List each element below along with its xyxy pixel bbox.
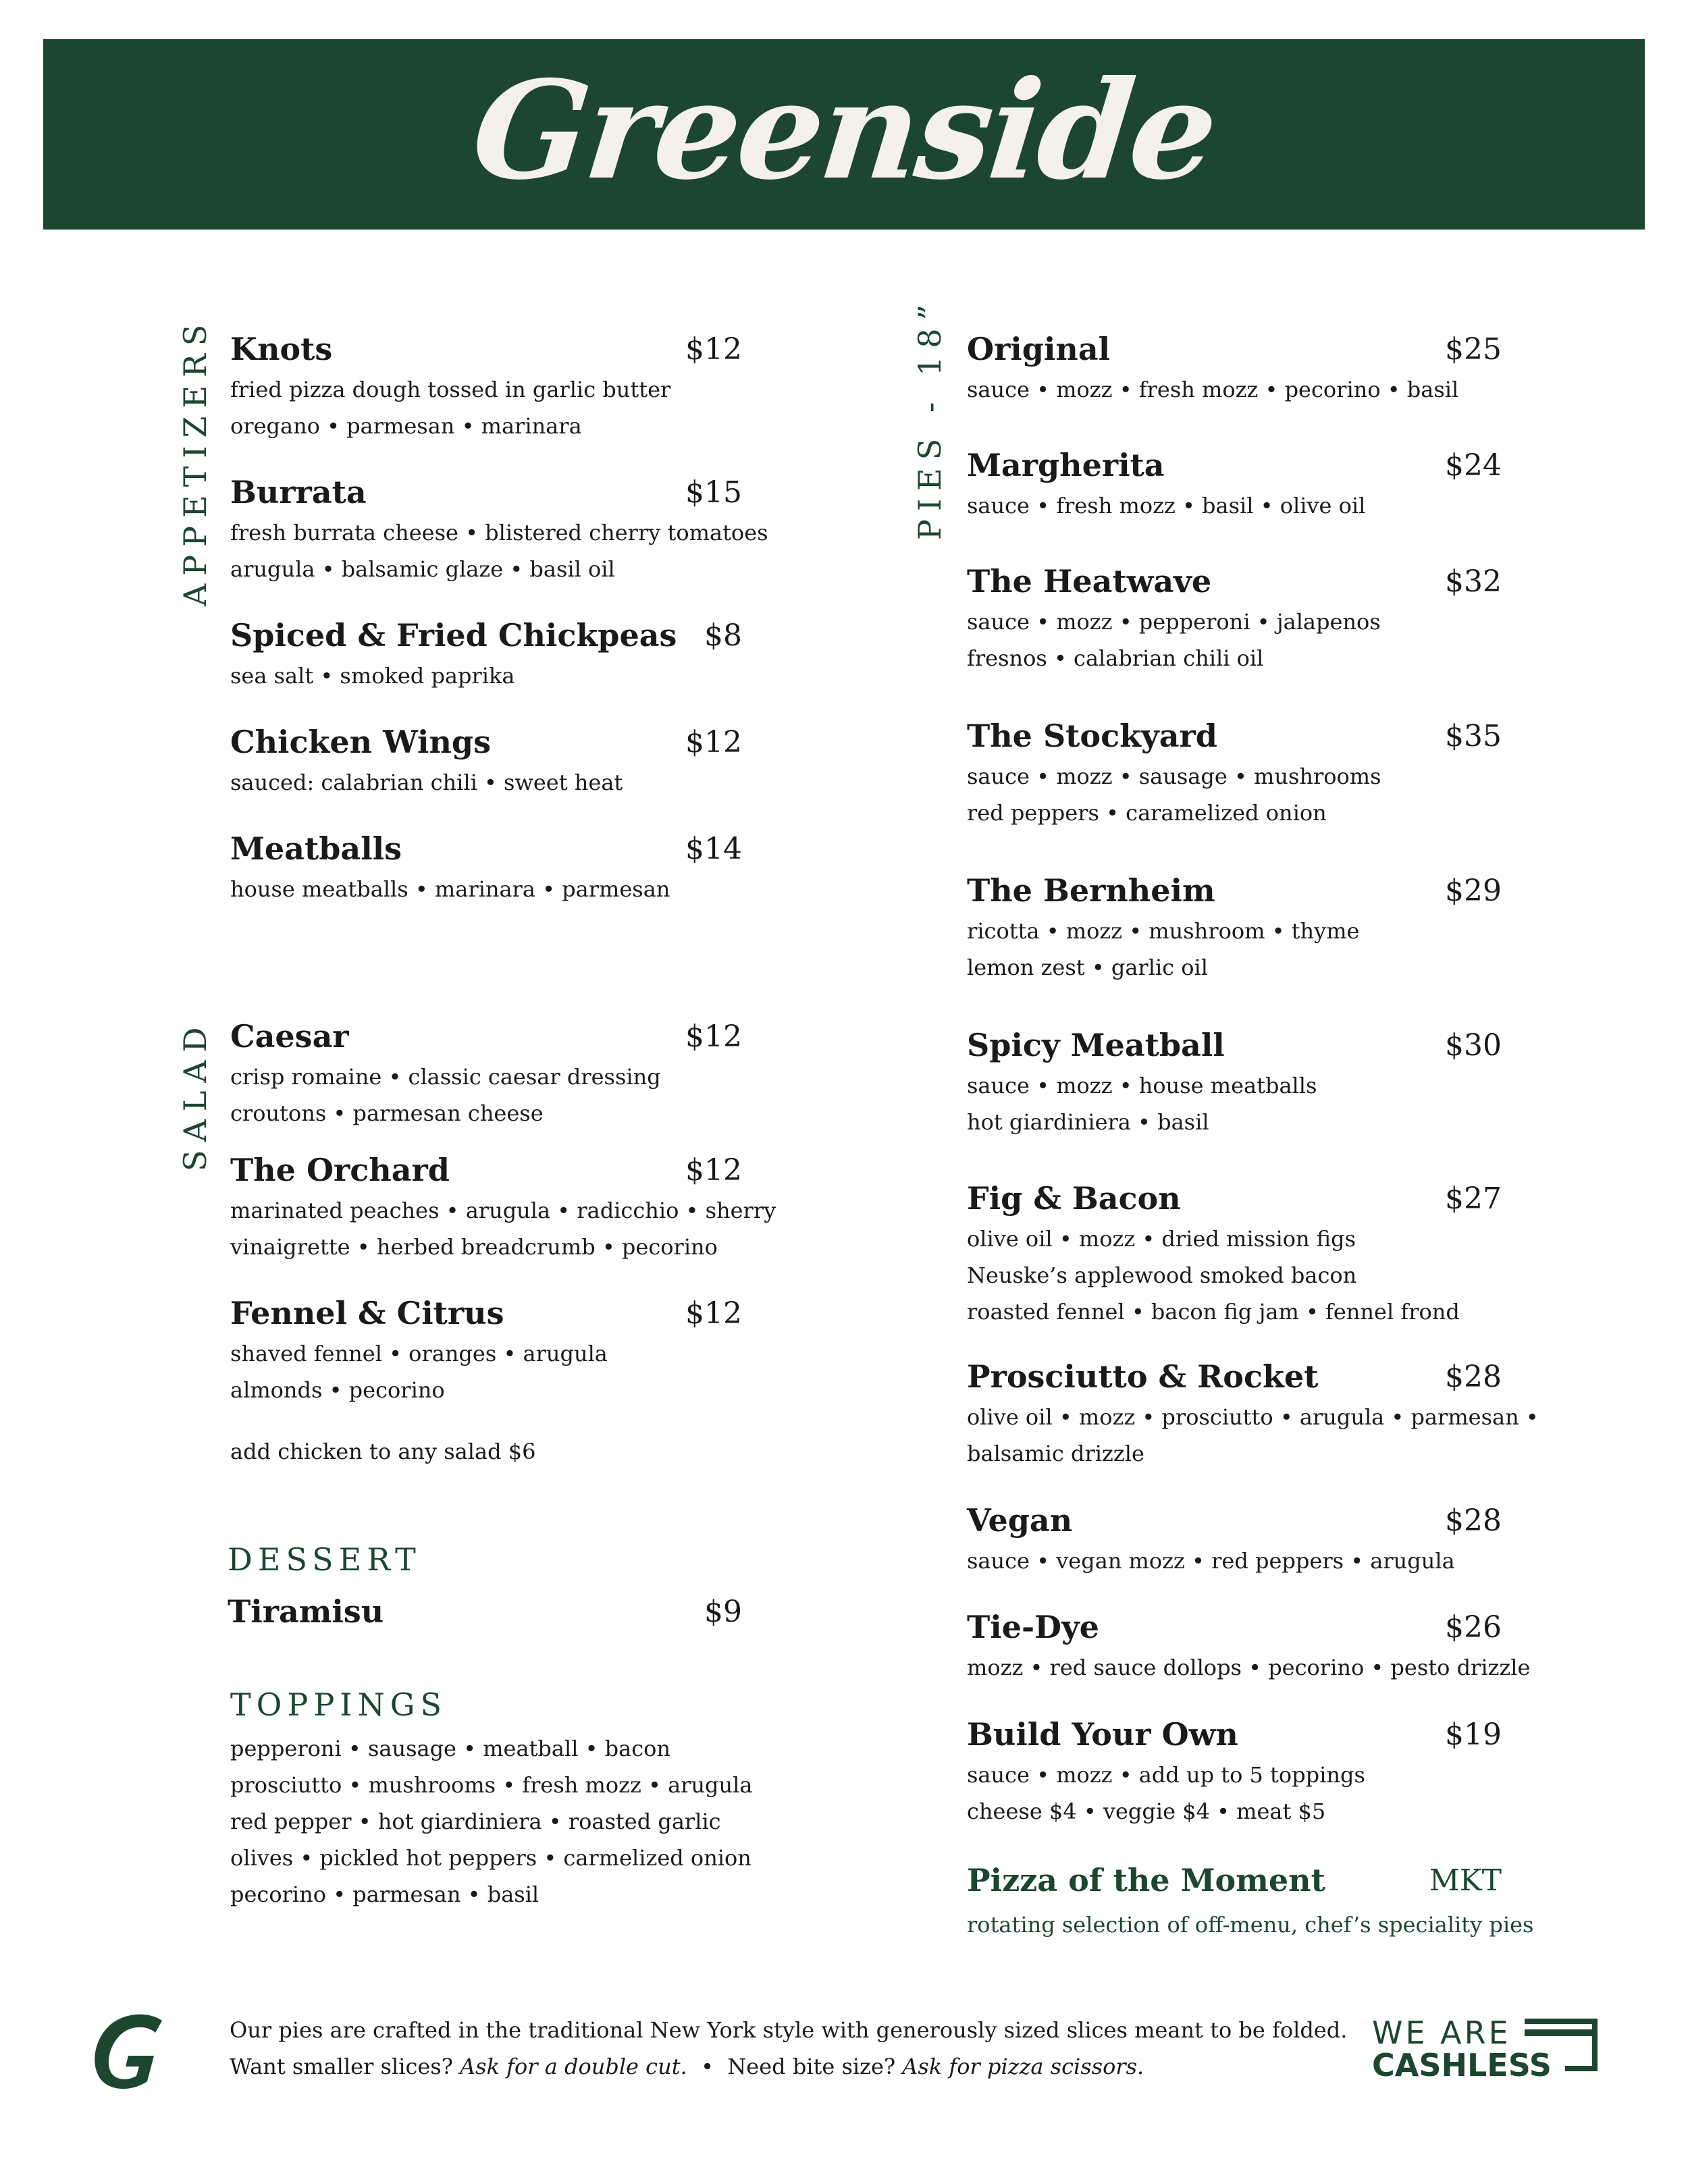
item-description: shaved fennel • oranges • arugula: [230, 1341, 608, 1366]
item-description: oregano • parmesan • marinara: [230, 413, 582, 439]
dessert-title: DESSERT: [228, 1541, 421, 1578]
item-price: $12: [685, 1153, 742, 1188]
menu-item: [230, 1152, 776, 1265]
item-description: balsamic drizzle: [967, 1441, 1144, 1466]
item-price: MKT: [1429, 1863, 1502, 1898]
footer-text-c: • Need bite size?: [687, 2054, 903, 2079]
item-name: The Bernheim: [967, 872, 1215, 909]
item-description: sauce • mozz • house meatballs: [967, 1073, 1317, 1098]
menu-item: [230, 724, 742, 801]
item-price: $9: [704, 1595, 742, 1629]
item-name: Vegan: [967, 1502, 1073, 1539]
cashless-badge: [1372, 2017, 1602, 2085]
item-price: $35: [1445, 719, 1502, 753]
item-name: Margherita: [967, 447, 1165, 483]
footer-line-1: Our pies are crafted in the traditional New York style with generously sized slices meant to be folded.: [230, 2017, 1348, 2043]
item-description: arugula • balsamic glaze • basil oil: [230, 556, 615, 582]
item-price: $26: [1445, 1610, 1502, 1645]
brand-logo: Greenside: [465, 51, 1223, 210]
menu-item: [967, 331, 1502, 408]
toppings-line: prosciutto • mushrooms • fresh mozz • arugula: [230, 1772, 753, 1798]
item-price: $32: [1445, 564, 1502, 599]
item-price: $12: [685, 725, 742, 760]
menu-item: [967, 1027, 1502, 1140]
item-name: Knots: [230, 331, 333, 367]
item-name: Spiced & Fried Chickpeas: [230, 617, 677, 654]
item-name: The Orchard: [230, 1152, 450, 1188]
salad-note: add chicken to any salad $6: [230, 1439, 536, 1464]
card-icon: [1522, 2019, 1598, 2071]
footer-line-2: [230, 2048, 1347, 2085]
footer-note: [230, 2012, 1347, 2085]
menu-item: [230, 1295, 742, 1408]
toppings-line: red pepper • hot giardiniera • roasted garlic: [230, 1809, 721, 1834]
item-description: fresnos • calabrian chili oil: [967, 645, 1264, 671]
item-description: almonds • pecorino: [230, 1377, 445, 1403]
item-price: $15: [685, 475, 742, 510]
item-description: sauce • mozz • pepperoni • jalapenos: [967, 609, 1381, 635]
item-description: Neuske’s applewood smoked bacon: [967, 1262, 1357, 1288]
item-name: Spicy Meatball: [967, 1027, 1225, 1063]
item-name: Burrata: [230, 474, 367, 510]
menu-item: [967, 1716, 1502, 1830]
item-description: lemon zest • garlic oil: [967, 955, 1209, 980]
item-description: crisp romaine • classic caesar dressing: [230, 1064, 661, 1090]
menu-item: [230, 331, 742, 444]
item-description: sea salt • smoked paprika: [230, 663, 515, 689]
toppings-line: pepperoni • sausage • meatball • bacon: [230, 1736, 671, 1761]
item-price: $28: [1445, 1360, 1502, 1394]
item-price: $12: [685, 1296, 742, 1331]
item-price: $27: [1445, 1181, 1502, 1216]
item-name: Tiramisu: [228, 1593, 384, 1630]
header-banner: [43, 39, 1645, 230]
menu-item: [967, 1358, 1539, 1472]
item-price: $8: [704, 618, 742, 653]
item-price: $30: [1445, 1028, 1502, 1063]
menu-item: [230, 1018, 742, 1131]
footer-text-a: Want smaller slices?: [230, 2054, 460, 2079]
pizza-of-the-moment: [967, 1862, 1534, 1943]
menu-item: [230, 830, 742, 907]
cashless-top: WE ARE: [1372, 2015, 1511, 2051]
item-price: $14: [685, 832, 742, 866]
item-name: Chicken Wings: [230, 724, 491, 760]
item-description: croutons • parmesan cheese: [230, 1100, 544, 1126]
item-name: Prosciutto & Rocket: [967, 1358, 1319, 1395]
item-description: sauced: calabrian chili • sweet heat: [230, 770, 623, 795]
item-description: roasted fennel • bacon fig jam • fennel frond: [967, 1299, 1460, 1325]
item-description: sauce • fresh mozz • basil • olive oil: [967, 493, 1366, 518]
menu-item: [230, 474, 768, 587]
toppings-line: pecorino • parmesan • basil: [230, 1882, 539, 1907]
item-description: rotating selection of off-menu, chef’s speciality pies: [967, 1912, 1534, 1938]
pies-label: PIES - 18”: [912, 296, 948, 540]
item-name: Pizza of the Moment: [967, 1862, 1325, 1898]
item-name: The Heatwave: [967, 563, 1212, 600]
item-description: sauce • mozz • sausage • mushrooms: [967, 764, 1381, 789]
item-price: $25: [1445, 332, 1502, 367]
item-description: mozz • red sauce dollops • pecorino • pesto drizzle: [967, 1655, 1531, 1680]
item-name: Fig & Bacon: [967, 1180, 1181, 1217]
dessert-item: [228, 1593, 742, 1634]
footer-text-d: Ask for pizza scissors.: [902, 2054, 1144, 2079]
menu-item: [967, 718, 1502, 831]
item-description: hot giardiniera • basil: [967, 1109, 1209, 1135]
toppings-title: TOPPINGS: [230, 1686, 447, 1723]
cashless-bottom: CASHLESS: [1372, 2047, 1552, 2083]
item-price: $24: [1445, 448, 1502, 483]
item-description: marinated peaches • arugula • radicchio • sherry: [230, 1198, 776, 1223]
menu-item: [230, 617, 742, 694]
menu-item: [967, 1180, 1502, 1330]
toppings-list: [230, 1730, 752, 1913]
item-name: Tie-Dye: [967, 1609, 1099, 1645]
item-description: red peppers • caramelized onion: [967, 800, 1327, 826]
menu-item: [967, 1609, 1531, 1686]
item-price: $12: [685, 1019, 742, 1054]
item-name: Caesar: [230, 1018, 349, 1055]
item-price: $29: [1445, 874, 1502, 908]
menu-item: [967, 563, 1502, 676]
footer-text-b: Ask for a double cut.: [460, 2054, 687, 2079]
item-name: Fennel & Citrus: [230, 1295, 504, 1331]
item-description: olive oil • mozz • dried mission figs: [967, 1226, 1356, 1252]
item-name: The Stockyard: [967, 718, 1217, 754]
item-description: sauce • mozz • add up to 5 toppings: [967, 1762, 1365, 1788]
menu-item: [967, 1502, 1502, 1579]
menu-item: [967, 872, 1502, 986]
salad-label: SALAD: [177, 1019, 213, 1171]
item-name: Build Your Own: [967, 1716, 1238, 1753]
item-name: Original: [967, 331, 1111, 367]
menu-item: [967, 447, 1502, 524]
item-price: $12: [685, 332, 742, 367]
item-description: cheese $4 • veggie $4 • meat $5: [967, 1799, 1326, 1824]
item-description: sauce • mozz • fresh mozz • pecorino • basil: [967, 377, 1459, 402]
item-description: fried pizza dough tossed in garlic butter: [230, 377, 671, 402]
item-price: $28: [1445, 1503, 1502, 1538]
item-name: Meatballs: [230, 830, 402, 867]
appetizers-label: APPETIZERS: [177, 316, 213, 606]
g-logo-icon: [86, 2008, 174, 2096]
item-price: $19: [1445, 1717, 1502, 1752]
item-description: olive oil • mozz • prosciutto • arugula • parmesan •: [967, 1404, 1539, 1430]
item-description: house meatballs • marinara • parmesan: [230, 876, 670, 902]
item-description: fresh burrata cheese • blistered cherry tomatoes: [230, 520, 768, 545]
item-description: vinaigrette • herbed breadcrumb • pecorino: [230, 1234, 718, 1260]
item-description: ricotta • mozz • mushroom • thyme: [967, 918, 1360, 944]
toppings-line: olives • pickled hot peppers • carmelized onion: [230, 1845, 751, 1871]
item-description: sauce • vegan mozz • red peppers • arugula: [967, 1548, 1455, 1574]
